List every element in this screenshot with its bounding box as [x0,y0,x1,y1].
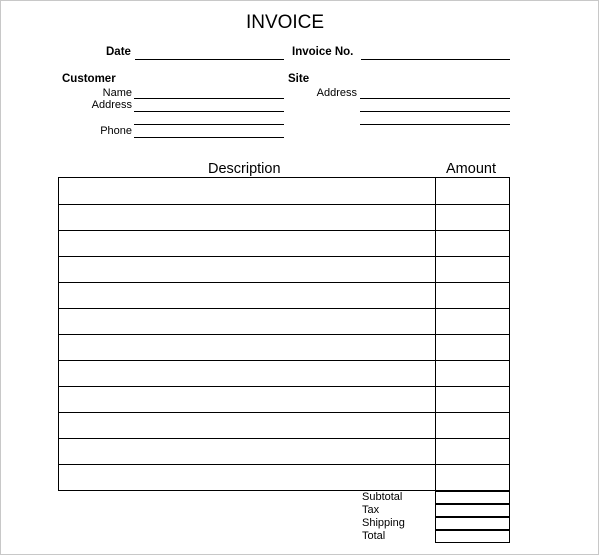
total-field[interactable] [435,530,510,543]
table-row-divider [59,334,509,335]
customer-address-field[interactable] [134,111,284,112]
shipping-field[interactable] [435,517,510,530]
table-row-divider [59,360,509,361]
customer-name-label: Name [102,87,132,99]
table-row-divider [59,308,509,309]
customer-address-label: Address [91,99,132,111]
customer-heading: Customer [62,73,116,85]
site-address-label: Address [316,87,357,99]
invoice-title: INVOICE [245,12,325,33]
site-address-field-2[interactable] [360,111,510,112]
site-heading: Site [288,73,310,85]
table-row-divider [59,438,509,439]
date-field[interactable] [135,59,284,60]
amount-header: Amount [446,161,496,177]
table-row-divider [59,464,509,465]
customer-address-field-2[interactable] [134,124,284,125]
table-row-divider [59,256,509,257]
site-address-field-3[interactable] [360,124,510,125]
line-items-table [58,177,510,491]
total-label: Total [362,530,386,542]
description-header: Description [208,161,281,177]
shipping-label: Shipping [362,517,405,529]
table-row-divider [59,386,509,387]
invoice-no-label: Invoice No. [292,46,354,58]
date-label: Date [106,46,131,58]
customer-phone-field[interactable] [134,137,284,138]
site-address-field[interactable] [360,98,510,99]
customer-phone-label: Phone [100,125,132,137]
customer-name-field[interactable] [134,98,284,99]
table-row-divider [59,412,509,413]
subtotal-label: Subtotal [362,491,403,503]
subtotal-field[interactable] [435,491,510,504]
tax-field[interactable] [435,504,510,517]
table-row-divider [59,230,509,231]
tax-label: Tax [362,504,380,516]
invoice-no-field[interactable] [361,59,510,60]
table-row-divider [59,282,509,283]
table-row-divider [59,204,509,205]
